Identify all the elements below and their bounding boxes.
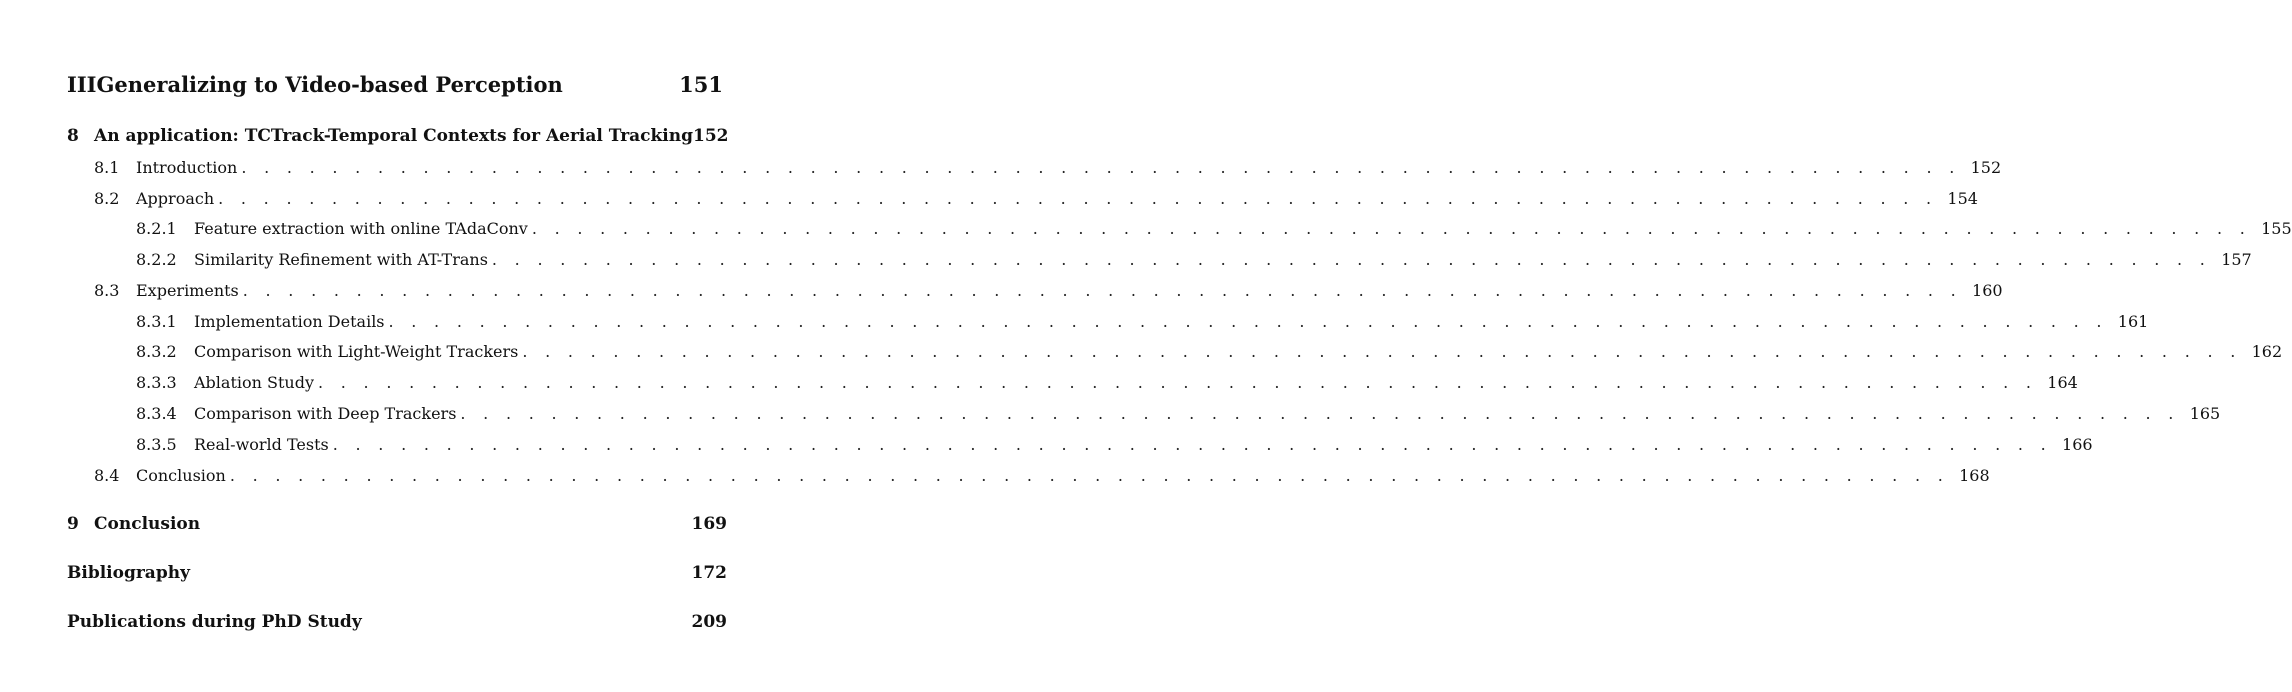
bibliography-page-number: 172 xyxy=(691,563,727,583)
toc-bibliography[interactable] xyxy=(67,563,727,583)
dot-leader: . . . . . . . . . . . . . . . . . . . . . . . . . . . . . . . . . . . . . . . . . . . . . . . . . . . . . . . . . . . . . . . . . . . . . . . . . . . . xyxy=(531,219,2252,238)
section-number: 8.1 xyxy=(94,158,120,177)
toc-entry-8-3-1[interactable] xyxy=(136,312,2149,331)
subsection-title: Feature extraction with online TAdaConv xyxy=(194,219,528,238)
section-number: 8.4 xyxy=(94,466,120,485)
subsection-number: 8.3.1 xyxy=(136,312,177,331)
subsection-page-number: 161 xyxy=(2117,312,2149,331)
subsection-title: Implementation Details xyxy=(194,312,385,331)
section-number: 8.2 xyxy=(94,189,120,208)
subsection-page-number: 166 xyxy=(2062,435,2093,454)
subsection-title: Real-world Tests xyxy=(194,435,329,454)
chapter-page-number: 169 xyxy=(691,514,727,534)
toc-entry-8-4[interactable] xyxy=(94,466,1990,485)
subsection-title: Comparison with Deep Trackers xyxy=(194,404,457,423)
publications-title: Publications during PhD Study xyxy=(67,612,362,632)
subsection-number: 8.2.1 xyxy=(136,219,177,238)
dot-leader: . . . . . . . . . . . . . . . . . . . . . . . . . . . . . . . . . . . . . . . . . . . . . . . . . . . . . . . . . . . . . . . . . . . . . . . . . . . . xyxy=(388,312,2108,331)
chapter-number: 8 xyxy=(67,126,79,146)
bibliography-title: Bibliography xyxy=(67,563,190,583)
dot-leader: . . . . . . . . . . . . . . . . . . . . . . . . . . . . . . . . . . . . . . . . . . . . . . . . . . . . . . . . . . . . . . . . . . . . . . . . . . . . xyxy=(229,466,1950,485)
subsection-page-number: 164 xyxy=(2047,373,2078,392)
subsection-page-number: 157 xyxy=(2221,250,2252,269)
dot-leader: . . . . . . . . . . . . . . . . . . . . . . . . . . . . . . . . . . . . . . . . . . . . . . . . . . . . . . . . . . . . . . . . . . . . . . . . . . . . xyxy=(522,342,2242,361)
dot-leader: . . . . . . . . . . . . . . . . . . . . . . . . . . . . . . . . . . . . . . . . . . . . . . . . . . . . . . . . . . . . . . . . . . . . . . . . . . . . xyxy=(241,158,1961,177)
part-title: IIIGeneralizing to Video-based Perception xyxy=(67,72,563,97)
subsection-page-number: 165 xyxy=(2189,404,2221,423)
toc-chapter-8[interactable] xyxy=(67,126,727,146)
publications-page-number: 209 xyxy=(691,612,727,632)
subsection-title: Comparison with Light-Weight Trackers xyxy=(194,342,519,361)
chapter-title: Conclusion xyxy=(94,514,201,534)
subsection-page-number: 155 xyxy=(2261,219,2292,238)
subsection-number: 8.3.5 xyxy=(136,435,177,454)
toc-entry-8-3-5[interactable] xyxy=(136,435,2093,454)
section-title: Introduction xyxy=(136,158,238,177)
section-page-number: 168 xyxy=(1959,466,1990,485)
toc-entry-8-3-2[interactable] xyxy=(136,342,2283,361)
toc-entry-8-1[interactable] xyxy=(94,158,2002,177)
subsection-number: 8.3.3 xyxy=(136,373,177,392)
dot-leader: . . . . . . . . . . . . . . . . . . . . . . . . . . . . . . . . . . . . . . . . . . . . . . . . . . . . . . . . . . . . . . . . . . . . . . . . . . . . xyxy=(332,435,2053,454)
chapter-number: 9 xyxy=(67,514,79,534)
toc-entry-8-3-4[interactable] xyxy=(136,404,2221,423)
toc-entry-8-2[interactable] xyxy=(94,189,1978,208)
toc-publications[interactable] xyxy=(67,612,727,632)
dot-leader: . . . . . . . . . . . . . . . . . . . . . . . . . . . . . . . . . . . . . . . . . . . . . . . . . . . . . . . . . . . . . . . . . . . . . . . . . . . . xyxy=(460,404,2180,423)
subsection-number: 8.2.2 xyxy=(136,250,177,269)
chapter-title: An application: TCTrack-Temporal Contexts for Aerial Tracking xyxy=(94,126,694,146)
subsection-number: 8.3.4 xyxy=(136,404,177,423)
dot-leader: . . . . . . . . . . . . . . . . . . . . . . . . . . . . . . . . . . . . . . . . . . . . . . . . . . . . . . . . . . . . . . . . . . . . . . . . . . . . xyxy=(491,250,2212,269)
section-page-number: 152 xyxy=(1970,158,2002,177)
dot-leader: . . . . . . . . . . . . . . . . . . . . . . . . . . . . . . . . . . . . . . . . . . . . . . . . . . . . . . . . . . . . . . . . . . . . . . . . . . . . xyxy=(218,189,1938,208)
toc-chapter-9[interactable] xyxy=(67,514,727,534)
toc-entry-8-3-3[interactable] xyxy=(136,373,2078,392)
toc-entry-8-2-2[interactable] xyxy=(136,250,2252,269)
subsection-page-number: 162 xyxy=(2251,342,2283,361)
section-title: Conclusion xyxy=(136,466,226,485)
subsection-title: Similarity Refinement with AT-Trans xyxy=(194,250,488,269)
section-page-number: 160 xyxy=(1972,281,2003,300)
toc-entry-8-2-1[interactable] xyxy=(136,219,2292,238)
section-number: 8.3 xyxy=(94,281,120,300)
subsection-number: 8.3.2 xyxy=(136,342,177,361)
dot-leader: . . . . . . . . . . . . . . . . . . . . . . . . . . . . . . . . . . . . . . . . . . . . . . . . . . . . . . . . . . . . . . . . . . . . . . . . . . . . xyxy=(318,373,2038,392)
toc-entry-8-3[interactable] xyxy=(94,281,2003,300)
chapter-page-number: 152 xyxy=(693,126,729,146)
section-title: Experiments xyxy=(136,281,239,300)
section-page-number: 154 xyxy=(1947,189,1978,208)
subsection-title: Ablation Study xyxy=(194,373,314,392)
part-page-number: 151 xyxy=(679,72,723,97)
section-title: Approach xyxy=(136,189,215,208)
dot-leader: . . . . . . . . . . . . . . . . . . . . . . . . . . . . . . . . . . . . . . . . . . . . . . . . . . . . . . . . . . . . . . . . . . . . . . . . . . . . xyxy=(242,281,1963,300)
part-heading[interactable] xyxy=(67,72,723,97)
